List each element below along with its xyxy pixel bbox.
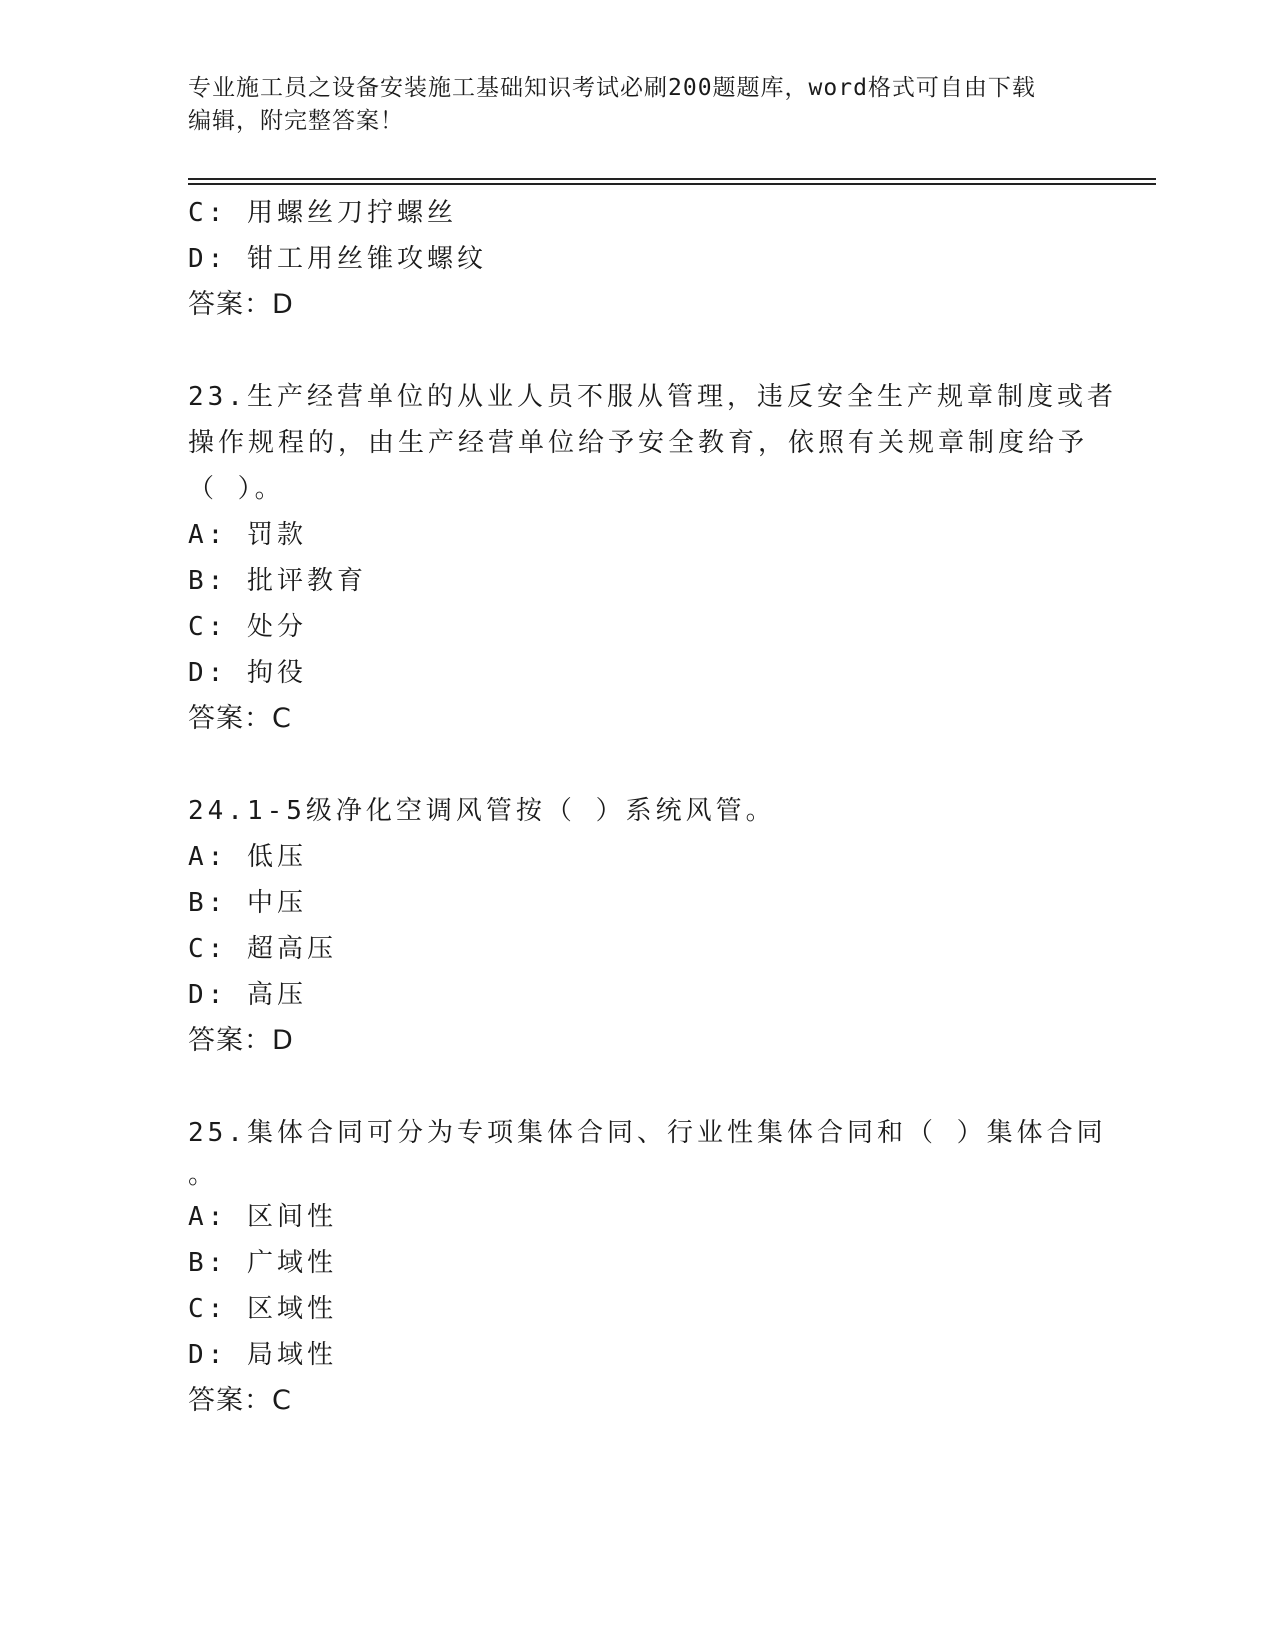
spacer [188,742,1088,788]
option-a: A: 区间性 [188,1202,337,1232]
question-25 [188,1110,1107,1424]
question-text-line-2: 。 [188,1160,219,1190]
option-d: D: 局域性 [188,1340,337,1370]
question-24 [188,788,1088,1064]
option-d: D: 钳工用丝锥攻螺纹 [188,244,487,274]
question-list [188,190,1117,1424]
spacer [188,1064,1088,1110]
option-a: A: 低压 [188,842,307,872]
header-title-line-1: 专业施工员之设备安装施工基础知识考试必刷200题题库，word格式可自由下载 [188,75,1036,101]
header-divider-top [188,178,1156,180]
question-text-line-1: 23.生产经营单位的从业人员不服从管理，违反安全生产规章制度或者 [188,382,1117,412]
header-title-line-2: 编辑，附完整答案！ [188,108,404,134]
option-d: D: 高压 [188,980,307,1010]
answer: 答案：C [188,1385,292,1416]
option-b: B: 中压 [188,888,307,918]
question-22-tail [188,190,1088,328]
document-header [188,72,1068,138]
spacer [188,328,1088,374]
option-b: B: 批评教育 [188,566,367,596]
option-c: C: 超高压 [188,934,337,964]
question-text-line-1: 25.集体合同可分为专项集体合同、行业性集体合同和（ ）集体合同 [188,1118,1107,1148]
answer: 答案：D [188,1025,294,1056]
question-text-line-1: 24.1-5级净化空调风管按（ ）系统风管。 [188,796,776,826]
option-b: B: 广域性 [188,1248,337,1278]
option-c: C: 用螺丝刀拧螺丝 [188,198,457,228]
header-divider-bottom [188,183,1156,185]
option-c: C: 区域性 [188,1294,337,1324]
answer: 答案：D [188,289,294,320]
option-d: D: 拘役 [188,658,307,688]
answer: 答案：C [188,703,292,734]
question-text-line-3: （ ）。 [188,474,285,504]
question-text-line-2: 操作规程的，由生产经营单位给予安全教育，依照有关规章制度给予 [188,428,1089,458]
option-c: C: 处分 [188,612,307,642]
option-a: A: 罚款 [188,520,307,550]
question-23 [188,374,1117,742]
